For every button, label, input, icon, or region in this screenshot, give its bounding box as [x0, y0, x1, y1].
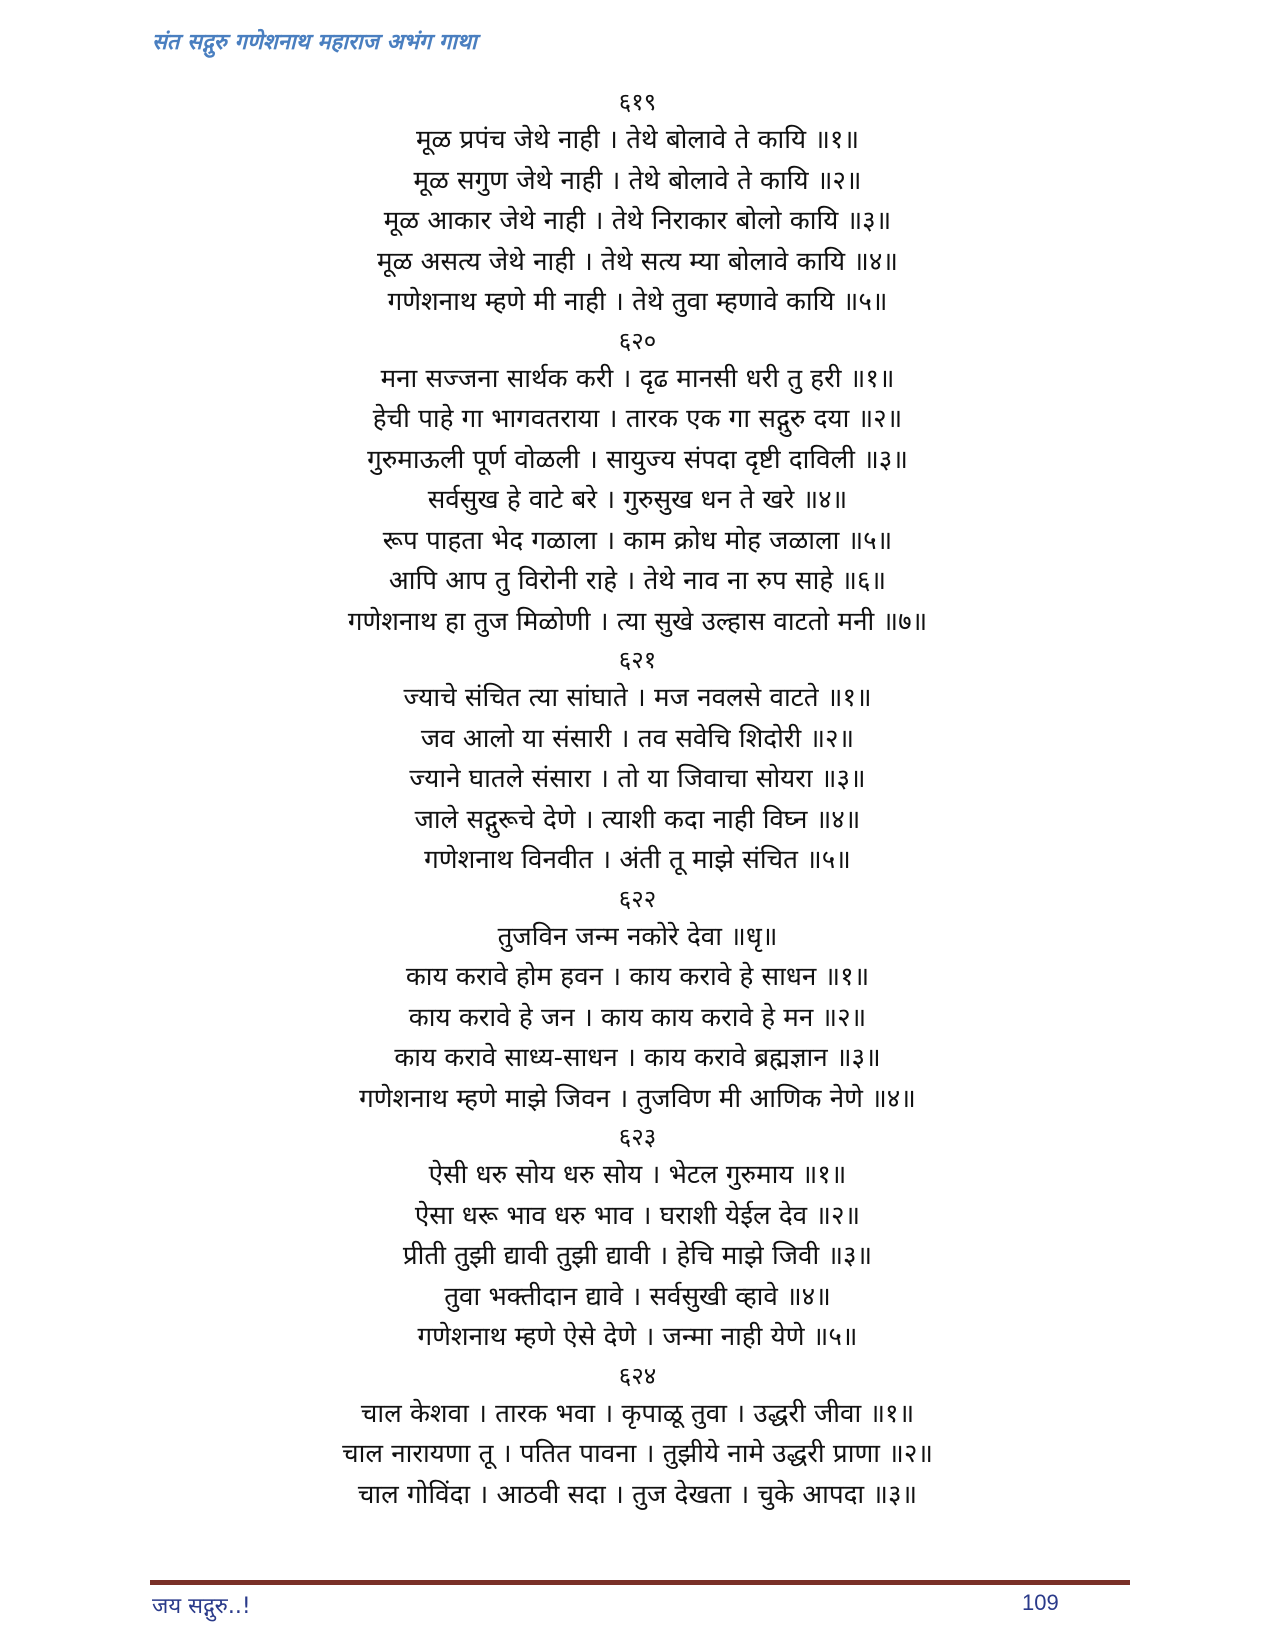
verse-line: ऐसी धरु सोय धरु सोय । भेटल गुरुमाय ॥१॥ — [428, 1160, 847, 1190]
verse-line: चाल गोविंदा । आठवी सदा । तुज देखता । चुके आपदा ॥३॥ — [357, 1479, 918, 1510]
abhang-block — [0, 323, 1275, 643]
verse-line: रूप पाहता भेद गळाला । काम क्रोध मोह जळाला ॥५॥ — [382, 525, 893, 556]
verse-line: मूळ असत्य जेथे नाही । तेथे सत्य म्या बोलावे कायि ॥४॥ — [377, 246, 898, 277]
verse-line: तुवा भक्तीदान द्यावे । सर्वसुखी व्हावे ॥४॥ — [444, 1281, 831, 1312]
verse-line: ज्याचे संचित त्या सांघाते । मज नवलसे वाटते ॥१॥ — [403, 683, 872, 713]
verse-line: सर्वसुख हे वाटे बरे । गुरुसुख धन ते खरे ॥४॥ — [427, 485, 848, 515]
abhang-number: ६२० — [618, 326, 657, 355]
verse-line: ज्याने घातले संसारा । तो या जिवाचा सोयरा ॥३॥ — [409, 764, 866, 794]
abhang-number: ६२४ — [618, 1361, 657, 1390]
verse-line: गणेशनाथ म्हणे ऐसे देणे । जन्मा नाही येणे ॥५॥ — [417, 1322, 858, 1352]
abhang-block — [0, 881, 1275, 1120]
abhang-number: ६२१ — [618, 646, 657, 674]
abhang-number: ६१९ — [618, 88, 657, 116]
verse-line: ऐसा धरू भाव धरु भाव । घराशी येईल देव ॥२॥ — [414, 1200, 861, 1231]
verse-line: प्रीती तुझी द्यावी तुझी द्यावी । हेचि माझे जिवी ॥३॥ — [402, 1241, 873, 1271]
verse-line: काय करावे साध्य-साधन । काय करावे ब्रह्मज्ञान ॥३॥ — [394, 1043, 881, 1073]
verse-line: गणेशनाथ हा तुज मिळोणी । त्या सुखे उल्हास वाटतो मनी ॥७॥ — [347, 606, 928, 637]
verse-line: हेची पाहे गा भागवतराया । तारक एक गा सद्गुरु दया ॥२॥ — [372, 404, 903, 434]
footer-divider — [150, 1580, 1130, 1585]
abhang-block — [0, 642, 1275, 881]
abhang-number: ६२३ — [618, 1123, 657, 1151]
verse-line: चाल केशवा । तारक भवा । कृपाळू तुवा । उद्धरी जीवा ॥१॥ — [360, 1398, 915, 1429]
footer-text: जय सद्गुरु..! — [152, 1594, 251, 1619]
verse-line: चाल नारायणा तू । पतित पावना । तुझीये नामे उद्धरी प्राणा ॥२॥ — [342, 1439, 933, 1469]
abhang-content — [0, 84, 1275, 1515]
verse-line: जाले सद्गुरूचे देणे । त्याशी कदा नाही विघ्न ॥४॥ — [414, 804, 861, 835]
verse-line: गणेशनाथ म्हणे मी नाही । तेथे तुवा म्हणावे कायि ॥५॥ — [387, 287, 888, 317]
verse-line: मना सज्जना सार्थक करी । दृढ मानसी धरी तु हरी ॥१॥ — [380, 363, 895, 394]
page-header-title: संत सद्गुरु गणेशनाथ महाराज अभंग गाथा — [152, 30, 477, 55]
verse-line: मूळ आकार जेथे नाही । तेथे निराकार बोलो कायि ॥३॥ — [383, 206, 892, 236]
verse-line: मूळ सगुण जेथे नाही । तेथे बोलावे ते कायि ॥२॥ — [413, 165, 862, 196]
abhang-block — [0, 1358, 1275, 1516]
page-number: 109 — [1022, 1590, 1059, 1615]
verse-line: गुरुमाऊली पूर्ण वोळली । सायुज्य संपदा दृष्टी दाविली ॥३॥ — [367, 444, 908, 475]
verse-line: काय करावे होम हवन । काय करावे हे साधन ॥१॥ — [405, 962, 870, 992]
verse-refrain: तुजविन जन्म नकोरे देवा ॥धृ॥ — [497, 921, 778, 952]
abhang-number: ६२२ — [618, 884, 657, 913]
abhang-block — [0, 84, 1275, 323]
verse-line: आपि आप तु विरोनी राहे । तेथे नाव ना रुप साहे ॥६॥ — [388, 566, 887, 596]
verse-line: जव आलो या संसारी । तव सवेचि शिदोरी ॥२॥ — [420, 723, 855, 754]
verse-line: गणेशनाथ म्हणे माझे जिवन । तुजविण मी आणिक नेणे ॥४॥ — [359, 1083, 916, 1114]
verse-line: काय करावे हे जन । काय काय करावे हे मन ॥२॥ — [408, 1002, 867, 1033]
verse-line: मूळ प्रपंच जेथे नाही । तेथे बोलावे ते कायि ॥१॥ — [415, 125, 860, 155]
abhang-block — [0, 1119, 1275, 1358]
verse-line: गणेशनाथ विनवीत । अंती तू माझे संचित ॥५॥ — [424, 845, 851, 875]
